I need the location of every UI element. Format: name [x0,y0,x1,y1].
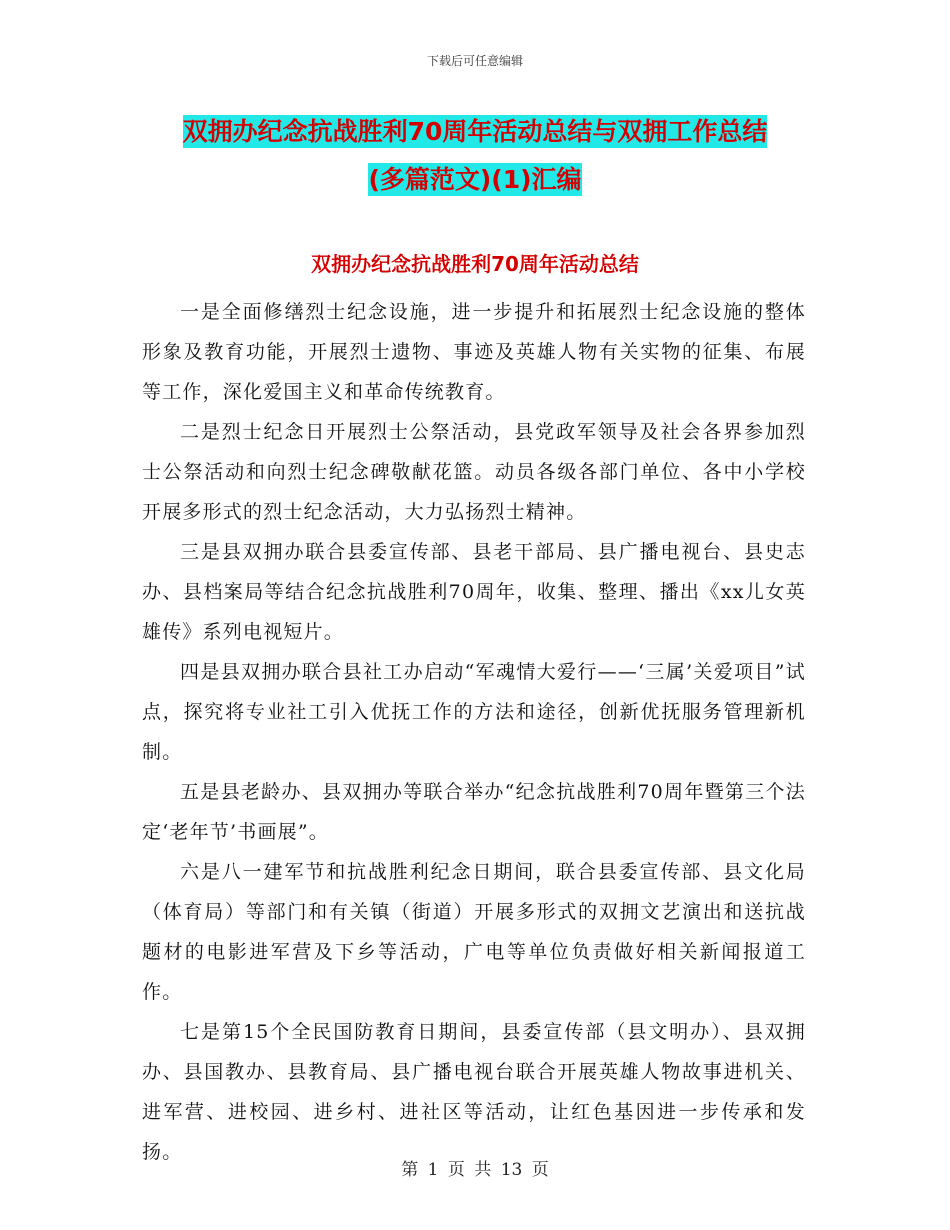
paragraph-4: 四是县双拥办联合县社工办启动“军魂情大爱行——‘三属’关爱项目”试点，探究将专业社工引入优抚工作的方法和途径，创新优抚服务管理新机制。 [142,661,806,763]
page-number: 第 1 页 共 13 页 [401,1160,549,1180]
document-body [142,292,806,1172]
document-title-line-2: (多篇范文)(1)汇编 [368,165,582,194]
paragraph-2: 二是烈士纪念日开展烈士公祭活动，县党政军领导及社会各界参加烈士公祭活动和向烈士纪念碑敬献花篮。动员各级各部门单位、各中小学校开展多形式的烈士纪念活动，大力弘扬烈士精神。 [142,421,806,523]
paragraph-5: 五是县老龄办、县双拥办等联合举办“纪念抗战胜利70周年暨第三个法定‘老年节’书画展”。 [142,781,806,843]
paragraph-1: 一是全面修缮烈士纪念设施，进一步提升和拓展烈士纪念设施的整体形象及教育功能，开展烈士遗物、事迹及英雄人物有关实物的征集、布展等工作，深化爱国主义和革命传统教育。 [142,301,806,403]
paragraph-6: 六是八一建军节和抗战胜利纪念日期间，联合县委宣传部、县文化局（体育局）等部门和有关镇（街道）开展多形式的双拥文艺演出和送抗战题材的电影进军营及下乡等活动，广电等单位负责做好相关新闻报道工作。 [142,861,806,1003]
paragraph-7: 七是第15个全民国防教育日期间，县委宣传部（县文明办）、县双拥办、县国教办、县教育局、县广播电视台联合开展英雄人物故事进机关、进军营、进校园、进乡村、进社区等活动，让红色基因进一步传承和发扬。 [142,1021,806,1163]
header-note: 下载后可任意编辑 [426,54,523,68]
section-title: 双拥办纪念抗战胜利70周年活动总结 [311,252,639,276]
document-title [140,108,810,204]
paragraph-3: 三是县双拥办联合县委宣传部、县老干部局、县广播电视台、县史志办、县档案局等结合纪念抗战胜利70周年，收集、整理、播出《xx儿女英雄传》系列电视短片。 [142,541,806,643]
document-title-line-1: 双拥办纪念抗战胜利70周年活动总结与双拥工作总结 [182,117,768,146]
